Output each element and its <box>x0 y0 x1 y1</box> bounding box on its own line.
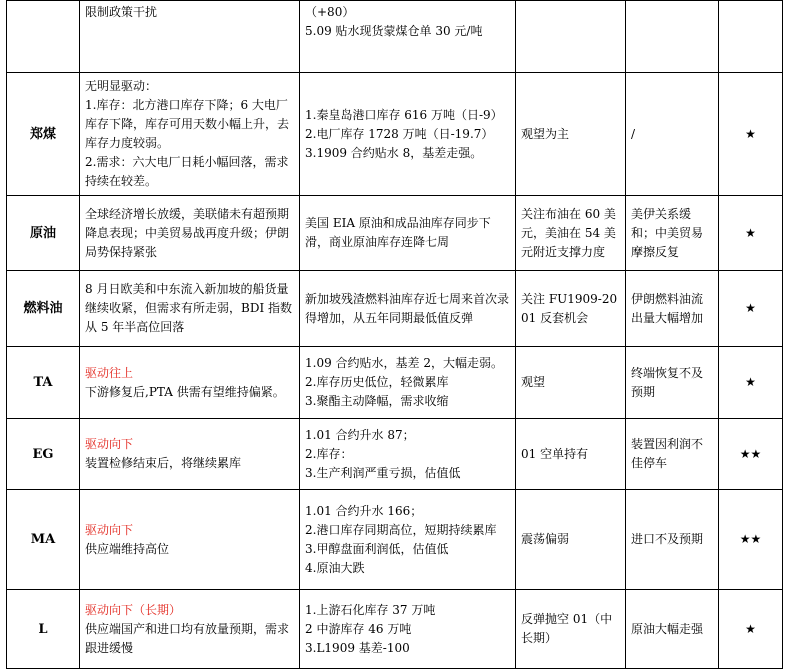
data-cell <box>300 73 516 196</box>
data-line: 美国 EIA 原油和成品油库存同步下滑，商业原油库存连降七周 <box>305 216 491 249</box>
commodity-strategy-table <box>6 0 783 669</box>
data-line: 1.秦皇岛港口库存 616 万吨（日-9） <box>305 107 503 122</box>
driver-text: 2.需求：六大电厂日耗小幅回落，需求持续在较差。 <box>85 155 289 188</box>
commodity-name: TA <box>7 347 80 419</box>
risk-cell: 原油大幅走强 <box>626 590 719 669</box>
risk-cell: 伊朗燃料油流出量大幅增加 <box>626 271 719 347</box>
rating-stars: ★ <box>719 196 783 271</box>
data-line: 2.电厂库存 1728 万吨（日-19.7） <box>305 126 494 141</box>
driver-text: 供应端维持高位 <box>85 541 170 556</box>
data-line: 2 中游库存 46 万吨 <box>305 621 412 636</box>
rating-stars: ★★ <box>719 419 783 490</box>
strategy-cell: 观望 <box>516 347 626 419</box>
driver-text: 1.库存：北方港口库存下降；6 大电厂库存下降，库存可用天数小幅上升，去库存力度较弱。 <box>85 98 290 150</box>
data-cell <box>300 271 516 347</box>
driver-cell <box>80 419 300 490</box>
rating-stars: ★ <box>719 73 783 196</box>
data-cell <box>300 490 516 590</box>
table-row <box>7 490 783 590</box>
driver-cell <box>80 347 300 419</box>
strategy-cell <box>516 1 626 73</box>
data-cell <box>300 419 516 490</box>
driver-cell <box>80 1 300 73</box>
risk-cell: 进口不及预期 <box>626 490 719 590</box>
data-line: 3.生产利润严重亏损，估值低 <box>305 465 461 480</box>
data-cell <box>300 590 516 669</box>
strategy-cell: 观望为主 <box>516 73 626 196</box>
table-row <box>7 590 783 669</box>
driver-text: 无明显驱动： <box>85 79 158 93</box>
data-line: 3.L1909 基差-100 <box>305 640 410 655</box>
driver-text: 全球经济增长放缓，美联储未有超预期降息表现；中美贸易战再度升级；伊朗局势保持紧张 <box>85 206 290 259</box>
risk-cell: / <box>626 73 719 196</box>
commodity-name: MA <box>7 490 80 590</box>
driver-direction: 驱动向下 <box>85 522 134 537</box>
driver-text: 装置检修结束后，将继续累库 <box>85 456 242 470</box>
driver-text: 供应端国产和进口均有放量预期，需求跟进缓慢 <box>85 621 290 655</box>
strategy-cell: 关注布油在 60 美元，美油在 54 美元附近支撑力度 <box>516 196 626 271</box>
strategy-cell: 关注 FU1909-2001 反套机会 <box>516 271 626 347</box>
data-line: 新加坡残渣燃料油库存近七周来首次录得增加，从五年同期最低值反弹 <box>305 291 510 325</box>
table-row <box>7 196 783 271</box>
risk-cell: 终端恢复不及预期 <box>626 347 719 419</box>
data-line: 1.09 合约贴水，基差 2，大幅走弱。 <box>305 356 503 370</box>
driver-text: 8 月日欧美和中东流入新加坡的船货量继续收紧，但需求有所走弱，BDI 指数从 5 年半高位回落 <box>85 282 292 334</box>
commodity-name: 燃料油 <box>7 271 80 347</box>
commodity-name: 郑煤 <box>7 73 80 196</box>
table-row <box>7 419 783 490</box>
rating-stars: ★ <box>719 590 783 669</box>
data-line: 1.01 合约升水 87； <box>305 427 415 442</box>
commodity-name: 原油 <box>7 196 80 271</box>
data-line: （+80） <box>305 5 355 19</box>
rating-stars: ★ <box>719 271 783 347</box>
driver-text: 下游修复后,PTA 供需有望维持偏紧。 <box>85 384 285 399</box>
driver-direction: 驱动向下（长期） <box>85 602 182 617</box>
table-row <box>7 271 783 347</box>
data-line: 1.01 合约升水 166； <box>305 503 423 518</box>
strategy-cell: 01 空单持有 <box>516 419 626 490</box>
driver-cell <box>80 196 300 271</box>
risk-cell: 美伊关系缓和；中美贸易摩擦反复 <box>626 196 719 271</box>
data-line: 1.上游石化库存 37 万吨 <box>305 602 436 617</box>
driver-direction: 驱动往上 <box>85 365 134 380</box>
strategy-cell: 震荡偏弱 <box>516 490 626 590</box>
data-line: 2.库存： <box>305 446 353 461</box>
table-row <box>7 347 783 419</box>
table-row <box>7 73 783 196</box>
rating-stars <box>719 1 783 73</box>
driver-direction: 驱动向下 <box>85 437 134 451</box>
data-cell <box>300 1 516 73</box>
strategy-cell: 反弹抛空 01（中长期） <box>516 590 626 669</box>
commodity-name: EG <box>7 419 80 490</box>
driver-cell <box>80 73 300 196</box>
data-line: 2.港口库存同期高位，短期持续累库 <box>305 522 497 537</box>
driver-cell <box>80 271 300 347</box>
driver-cell <box>80 490 300 590</box>
risk-cell <box>626 1 719 73</box>
rating-stars: ★★ <box>719 490 783 590</box>
driver-text: 限制政策干扰 <box>85 5 158 19</box>
risk-cell: 装置因利润不佳停车 <box>626 419 719 490</box>
data-line: 3.甲醇盘面利润低，估值低 <box>305 541 449 556</box>
table-row <box>7 1 783 73</box>
data-line: 4.原油大跌 <box>305 560 365 575</box>
data-cell <box>300 196 516 271</box>
commodity-name <box>7 1 80 73</box>
data-line: 2.库存历史低位，轻微累库 <box>305 375 449 389</box>
driver-cell <box>80 590 300 669</box>
commodity-name: L <box>7 590 80 669</box>
data-cell <box>300 347 516 419</box>
data-line: 5.09 贴水现货蒙煤仓单 30 元/吨 <box>305 24 483 38</box>
rating-stars: ★ <box>719 347 783 419</box>
data-line: 3.聚酯主动降幅，需求收缩 <box>305 394 449 408</box>
data-line: 3.1909 合约贴水 8，基差走强。 <box>305 145 483 160</box>
